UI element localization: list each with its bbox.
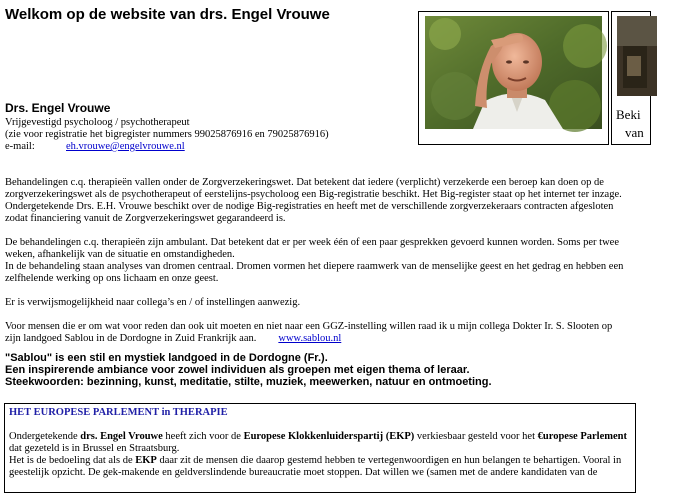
paragraph-insurance: Behandelingen c.q. therapieën vallen onder de Zorgverzekeringswet. Dat betekent dat iedere (verplicht) verzekerde een beroep kan doen op de zorgverzekeringswet als de psychotherapeut of eerstelijns-psycholoog een Big-registratie beschikt. Het Big-register staat op het internet ter inzage. Ondergetekende Drs. E.H. Vrouwe beschikt over de nodige Big-registraties en heeft met de verschillende zorgverzekeraars contracten afgesloten zodat financiering vanuit de Zorgverzekeringswet gegarandeerd is. — [5, 177, 622, 224]
portrait-photo — [425, 16, 602, 129]
sablou-line: Een inspirerende ambiance voor zowel individuen als groepen met eigen thema of leraar. — [5, 364, 470, 376]
second-photo — [617, 16, 657, 96]
second-photo-image — [617, 16, 657, 96]
role-text: Vrijgevestigd psycholoog / psychotherapeut — [5, 117, 190, 128]
ep-title: HET EUROPESE PARLEMENT in THERAPIE — [9, 407, 228, 418]
second-photo-caption — [616, 106, 676, 142]
page-title: Welkom op de website van drs. Engel Vrouwe — [5, 6, 330, 23]
ep-bold: drs. Engel Vrouwe — [80, 431, 163, 442]
paragraph-sablou-text: Voor mensen die er om wat voor reden dan ook uit moeten en niet naar een GGZ-instelling willen raad ik u mijn collega Dokter Ir. S. Slooten op zijn landgoed Sablou in de Dordogne in Zuid Frankrijk aan. — [5, 321, 613, 344]
ep-text: heeft zich voor de — [162, 431, 244, 442]
ep-bold: Europese Klokkenluiderspartij (EKP) — [243, 431, 415, 442]
ep-text: daar zit de mensen die daarop gestemd hebben te vertegenwoordigen en hun belangen te behartigen. Vooral in geestelijk opzicht. De gek-makende en geldverslindende bureaucratie moet stoppen. Dat willen we (samen met de andere kandidaten van de — [9, 455, 622, 478]
ep-text: dat gezeteld is in Brussel en Straatsburg. — [9, 443, 180, 454]
email-row — [5, 141, 329, 153]
main-content — [5, 177, 625, 357]
paragraph-sablou-referral — [5, 321, 625, 345]
sablou-promo — [5, 352, 492, 388]
email-label: e-mail: — [5, 141, 35, 152]
sablou-line: Steekwoorden: bezinning, kunst, meditatie, stilte, muziek, meewerken, natuur en ontmoeting. — [5, 376, 492, 388]
sablou-line: "Sablou" is een stil en mystiek landgoed in de Dordogne (Fr.). — [5, 352, 328, 364]
european-parliament-box — [4, 403, 636, 493]
second-photo-frame — [611, 11, 651, 145]
paragraph-ambulant — [5, 237, 625, 285]
photo-frame — [418, 11, 609, 145]
registration-text: (zie voor registratie het bigregister nummers 99025876916 en 79025876916) — [5, 129, 329, 140]
ep-bold: €uropese Parlement — [537, 431, 627, 442]
caption-line: van — [625, 125, 644, 140]
paragraph-referral: Er is verwijsmogelijkheid naar collega’s en / of instellingen aanwezig. — [5, 297, 301, 308]
sablou-link[interactable]: www.sablou.nl — [278, 333, 342, 344]
ep-text: Ondergetekende — [9, 431, 81, 442]
ep-text: Het is de bedoeling dat als de — [9, 455, 136, 466]
portrait-image — [425, 16, 602, 129]
email-link[interactable]: eh.vrouwe@engelvrouwe.nl — [66, 141, 185, 152]
name-heading: Drs. Engel Vrouwe — [5, 101, 111, 115]
ep-text: verkiesbaar gesteld voor het — [414, 431, 538, 442]
intro-block — [5, 117, 329, 153]
ep-bold: EKP — [135, 455, 157, 466]
caption-line: Beki — [616, 107, 641, 122]
paragraph-ambulant-text: De behandelingen c.q. therapieën zijn ambulant. Dat betekent dat er per week één of een paar gesprekken gevoerd kunnen worden. Soms per twee weken, afhankelijk van de situatie en omstandigheden. — [5, 237, 619, 260]
paragraph-dreams-text: In de behandeling staan analyses van dromen centraal. Dromen vormen het diepere raamwerk van de menselijke geest en het gedrag en hebben een zelfhelende werking op ons lichaam en onze geest. — [5, 261, 624, 284]
ep-paragraph-1 — [9, 431, 631, 479]
